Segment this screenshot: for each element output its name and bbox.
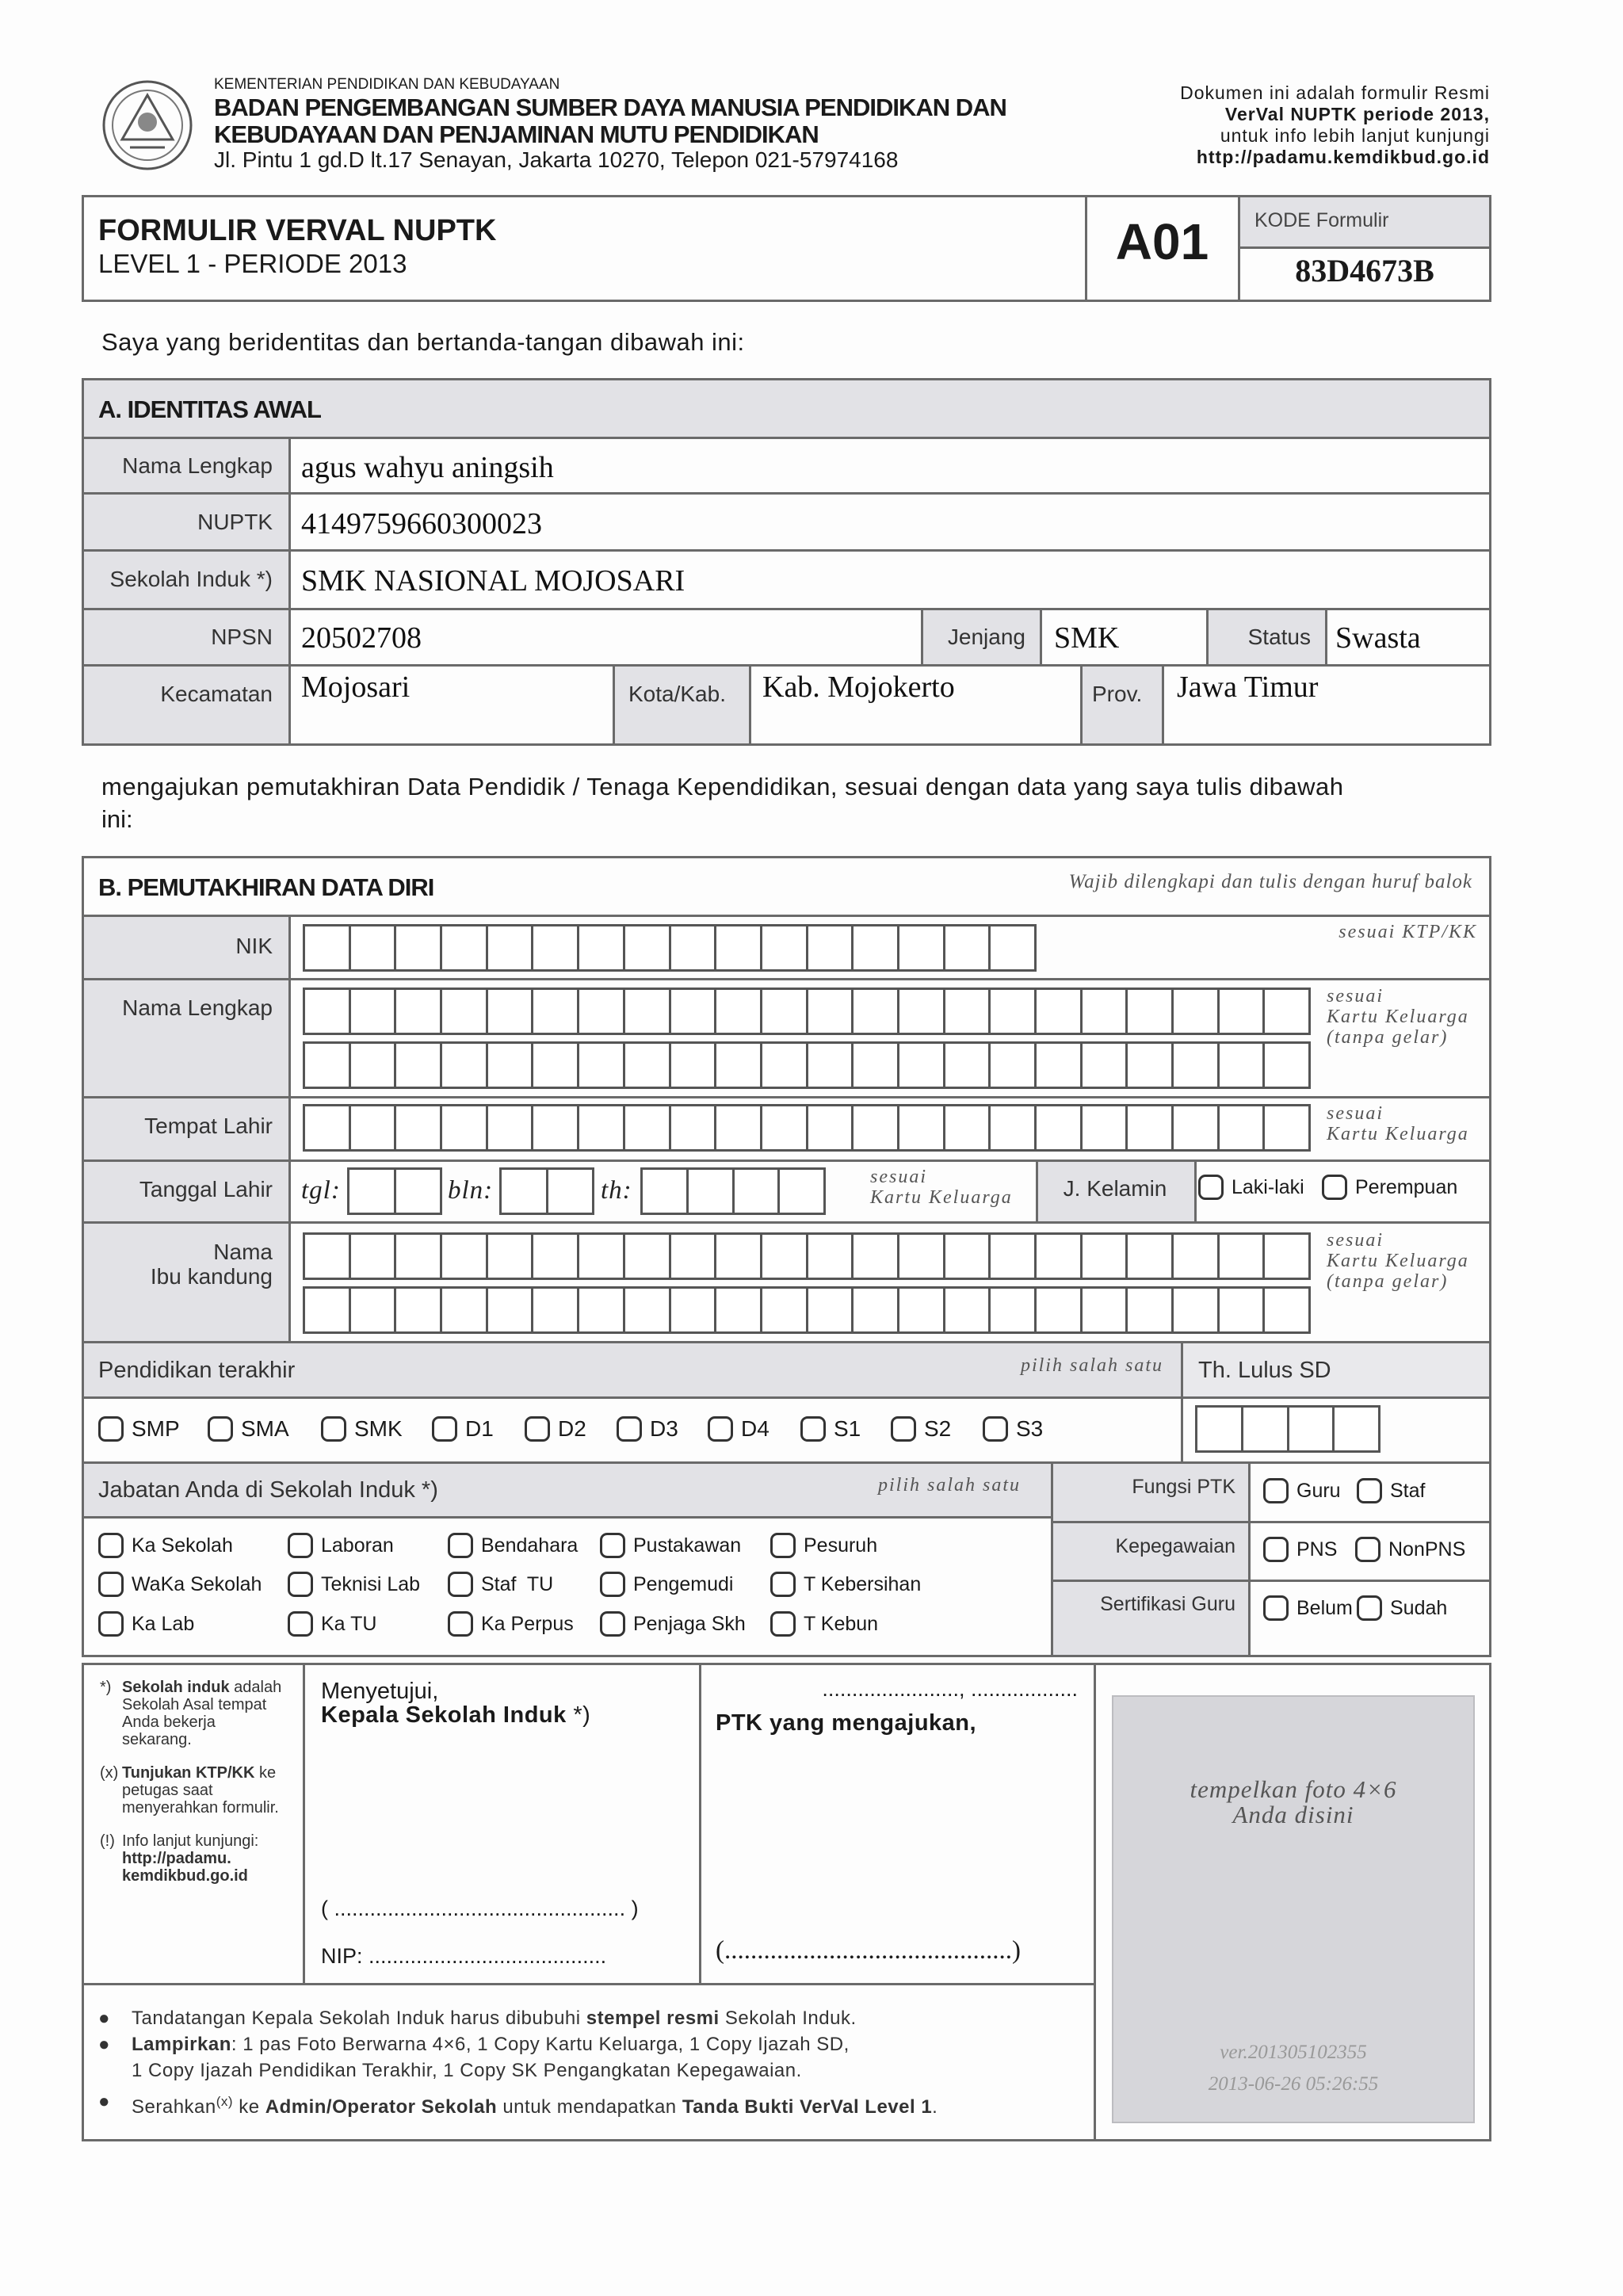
pendidikan-option-d2[interactable] bbox=[525, 1416, 586, 1442]
nonpns-label: NonPNS bbox=[1388, 1538, 1466, 1561]
official-note-line3: untuk info lebih lanjut kunjungi bbox=[1220, 125, 1490, 146]
instruction-1-b: stempel resmi bbox=[586, 2008, 720, 2029]
kecamatan-label: Kecamatan bbox=[160, 682, 273, 706]
kota-label: Kota/Kab. bbox=[628, 682, 726, 706]
nama-input-row1[interactable] bbox=[303, 988, 1311, 1035]
pendidikan-option-d1[interactable] bbox=[432, 1416, 494, 1442]
nik-hint: sesuai KTP/KK bbox=[1338, 922, 1477, 942]
jenjang-value: SMK bbox=[1054, 621, 1120, 655]
nama-hint bbox=[1327, 986, 1469, 1048]
staf-tu-checkbox[interactable] bbox=[448, 1572, 473, 1597]
jabatan-option-pustakawan[interactable] bbox=[600, 1533, 741, 1558]
s2-label: S2 bbox=[924, 1416, 952, 1441]
bln-label: bln: bbox=[448, 1176, 494, 1205]
nama-label: Nama Lengkap bbox=[122, 995, 273, 1020]
pendidikan-option-d4[interactable] bbox=[708, 1416, 769, 1442]
penjaga-skh-checkbox[interactable] bbox=[600, 1611, 625, 1637]
perempuan-checkbox[interactable] bbox=[1322, 1175, 1347, 1200]
ka-sekolah-checkbox[interactable] bbox=[98, 1533, 124, 1558]
t-kebersihan-label: T Kebersihan bbox=[804, 1572, 922, 1595]
tempat-lahir-hint bbox=[1327, 1103, 1469, 1144]
belum-label: Belum bbox=[1296, 1596, 1353, 1619]
nama-hint-line2: Kartu Keluarga bbox=[1327, 1007, 1469, 1027]
photo-hint-line2: Anda disini bbox=[1232, 1801, 1354, 1828]
staf-checkbox[interactable] bbox=[1357, 1478, 1382, 1503]
note-ktp bbox=[100, 1764, 298, 1817]
note2-mark: (x) bbox=[100, 1764, 119, 1782]
note2-d: petugas saat bbox=[122, 1782, 213, 1799]
approve-title: Menyetujui, bbox=[321, 1679, 439, 1704]
approve-signature-line: ( ................................................. ) bbox=[321, 1897, 639, 1920]
form-subtitle: LEVEL 1 - PERIODE 2013 bbox=[98, 249, 407, 278]
ibu-kandung-label bbox=[84, 1240, 273, 1289]
d3-checkbox[interactable] bbox=[617, 1416, 642, 1442]
ministry-logo bbox=[100, 78, 195, 173]
jabatan-option-penjaga-skh[interactable] bbox=[600, 1611, 746, 1637]
staf-tu-label: Staf TU bbox=[481, 1572, 554, 1595]
status-value: Swasta bbox=[1335, 621, 1421, 655]
guru-label: Guru bbox=[1296, 1479, 1341, 1502]
kepegawaian-label: Kepegawaian bbox=[1115, 1535, 1235, 1557]
kota-value: Kab. Mojokerto bbox=[762, 670, 955, 704]
ka-tu-label: Ka TU bbox=[321, 1612, 377, 1635]
ibu-hint-line3: (tanpa gelar) bbox=[1327, 1271, 1449, 1292]
kelamin-laki-option[interactable] bbox=[1198, 1175, 1304, 1200]
tempat-hint-line1: sesuai bbox=[1327, 1103, 1384, 1124]
d2-checkbox[interactable] bbox=[525, 1416, 550, 1442]
instruction-3-c: Admin/Operator Sekolah bbox=[265, 2096, 498, 2118]
instruction-2-b: : 1 pas Foto Berwarna 4×6, 1 Copy Kartu Keluarga, 1 Copy Ijazah SD, bbox=[231, 2034, 850, 2055]
tempat-lahir-input[interactable] bbox=[303, 1104, 1311, 1152]
jenjang-label: Jenjang bbox=[947, 625, 1025, 649]
note1-f: sekarang. bbox=[122, 1731, 192, 1748]
pustakawan-label: Pustakawan bbox=[633, 1534, 742, 1557]
instruction-3-d: untuk mendapatkan bbox=[497, 2096, 682, 2118]
note3-body bbox=[122, 1832, 258, 1885]
fungsi-staf-option[interactable] bbox=[1357, 1478, 1425, 1503]
ibu-hint bbox=[1327, 1230, 1469, 1292]
s1-checkbox[interactable] bbox=[800, 1416, 826, 1442]
pendidikan-option-s2[interactable] bbox=[891, 1416, 951, 1442]
nama-hint-line1: sesuai bbox=[1327, 986, 1384, 1007]
section-b-note: Wajib dilengkapi dan tulis dengan huruf balok bbox=[1068, 871, 1472, 892]
instruction-1-a: Tandatangan Kepala Sekolah Induk harus dibubuhi bbox=[132, 2008, 586, 2029]
kelamin-label: J. Kelamin bbox=[1063, 1176, 1167, 1201]
jabatan-option-laboran[interactable] bbox=[288, 1533, 394, 1558]
bln-input[interactable] bbox=[499, 1167, 594, 1215]
kecamatan-value: Mojosari bbox=[301, 670, 411, 704]
ibu-label-line2: Ibu kandung bbox=[150, 1264, 273, 1289]
sudah-label: Sudah bbox=[1390, 1596, 1448, 1619]
jabatan-option-t-kebun[interactable] bbox=[770, 1611, 878, 1637]
tanggal-hint-line1: sesuai bbox=[870, 1167, 927, 1187]
teknisi-lab-checkbox[interactable] bbox=[288, 1572, 313, 1597]
version-text: ver.201305102355 bbox=[1220, 2042, 1367, 2063]
ibu-input-row1[interactable] bbox=[303, 1232, 1311, 1280]
pendidikan-option-sma[interactable] bbox=[208, 1416, 289, 1442]
official-note bbox=[1180, 82, 1490, 168]
belum-checkbox[interactable] bbox=[1263, 1595, 1289, 1621]
jabatan-option-bendahara[interactable] bbox=[448, 1533, 578, 1558]
teknisi-lab-label: Teknisi Lab bbox=[321, 1572, 421, 1595]
nama-input-row2[interactable] bbox=[303, 1041, 1311, 1089]
section-a-title: A. IDENTITAS AWAL bbox=[98, 395, 321, 423]
waka-sekolah-label: WaKa Sekolah bbox=[132, 1572, 262, 1595]
sma-label: SMA bbox=[241, 1416, 289, 1441]
bendahara-label: Bendahara bbox=[481, 1534, 579, 1557]
photo-hint-line1: tempelkan foto 4×6 bbox=[1190, 1775, 1397, 1803]
note1-e: Anda bekerja bbox=[122, 1713, 216, 1731]
sma-checkbox[interactable] bbox=[208, 1416, 233, 1442]
tanggal-lahir-label: Tanggal Lahir bbox=[139, 1177, 273, 1201]
note1-mark: *) bbox=[100, 1679, 112, 1696]
pendidikan-option-smk[interactable] bbox=[321, 1416, 403, 1442]
jabatan-option-t-kebersihan[interactable] bbox=[770, 1572, 921, 1597]
jabatan-option-pesuruh[interactable] bbox=[770, 1533, 877, 1558]
pengemudi-checkbox[interactable] bbox=[600, 1572, 625, 1597]
d1-label: D1 bbox=[465, 1416, 494, 1441]
d2-label: D2 bbox=[558, 1416, 586, 1441]
ministry-name: KEMENTERIAN PENDIDIKAN DAN KEBUDAYAAN bbox=[214, 76, 560, 93]
sekolah-induk-label: Sekolah Induk *) bbox=[109, 567, 273, 591]
form-code: A01 bbox=[1115, 213, 1209, 270]
approve-role: Kepala Sekolah Induk bbox=[321, 1702, 567, 1728]
pendidikan-option-s1[interactable] bbox=[800, 1416, 861, 1442]
pengemudi-label: Pengemudi bbox=[633, 1572, 734, 1595]
note1-bold: Sekolah induk bbox=[122, 1679, 230, 1696]
note1-d: Sekolah Asal tempat bbox=[122, 1696, 267, 1713]
kode-formulir-value: 83D4673B bbox=[1295, 253, 1434, 288]
instruction-2 bbox=[98, 2031, 1081, 2084]
prov-label: Prov. bbox=[1092, 682, 1143, 706]
tempat-lahir-label: Tempat Lahir bbox=[144, 1114, 273, 1138]
footer-notes bbox=[100, 1679, 298, 1885]
middle-text-line1: mengajukan pemutakhiran Data Pendidik / Tenaga Kependidikan, sesuai dengan data yang saya tulis dibawah bbox=[101, 773, 1344, 800]
ibu-input-row2[interactable] bbox=[303, 1286, 1311, 1334]
ka-lab-label: Ka Lab bbox=[132, 1612, 195, 1635]
instruction-3-body bbox=[132, 2088, 938, 2120]
form-title: FORMULIR VERVAL NUPTK bbox=[98, 214, 497, 247]
instructions bbox=[98, 2005, 1081, 2120]
jabatan-pilih: pilih salah satu bbox=[878, 1475, 1022, 1496]
laboran-label: Laboran bbox=[321, 1534, 394, 1557]
section-b-title: B. PEMUTAKHIRAN DATA DIRI bbox=[98, 873, 434, 901]
smp-checkbox[interactable] bbox=[98, 1416, 124, 1442]
ka-lab-checkbox[interactable] bbox=[98, 1611, 124, 1637]
nama-hint-line3: (tanpa gelar) bbox=[1327, 1027, 1449, 1048]
nama-lengkap-value: agus wahyu aningsih bbox=[301, 451, 554, 484]
smk-checkbox[interactable] bbox=[321, 1416, 346, 1442]
ibu-label-line1: Nama bbox=[213, 1240, 273, 1264]
laki-label: Laki-laki bbox=[1232, 1175, 1304, 1198]
guru-checkbox[interactable] bbox=[1263, 1478, 1289, 1503]
smp-label: SMP bbox=[132, 1416, 180, 1441]
bullet-2-icon: ● bbox=[98, 2034, 110, 2055]
nuptk-label: NUPTK bbox=[197, 510, 273, 534]
official-note-link[interactable]: http://padamu.kemdikbud.go.id bbox=[1196, 147, 1490, 167]
tempat-hint-line2: Kartu Keluarga bbox=[1327, 1124, 1469, 1144]
ptk-label: PTK yang mengajukan, bbox=[716, 1710, 977, 1736]
ibu-hint-line1: sesuai bbox=[1327, 1230, 1384, 1251]
instruction-2-c: 1 Copy Ijazah Pendidikan Terakhir, 1 Copy SK Pengangkatan Kepegawaian. bbox=[132, 2060, 802, 2081]
instruction-3-a: Serahkan bbox=[132, 2096, 216, 2118]
kelamin-perempuan-option[interactable] bbox=[1322, 1175, 1457, 1200]
smk-label: SMK bbox=[354, 1416, 403, 1441]
t-kebersihan-checkbox[interactable] bbox=[770, 1572, 796, 1597]
npsn-value: 20502708 bbox=[301, 621, 422, 655]
ka-perpus-checkbox[interactable] bbox=[448, 1611, 473, 1637]
jabatan-label: Jabatan Anda di Sekolah Induk *) bbox=[98, 1477, 438, 1503]
s3-label: S3 bbox=[1016, 1416, 1044, 1441]
s1-label: S1 bbox=[834, 1416, 861, 1441]
nonpns-checkbox[interactable] bbox=[1355, 1537, 1381, 1562]
approve-kepala-sekolah bbox=[321, 1702, 590, 1729]
instruction-1-body bbox=[132, 2005, 857, 2031]
pendidikan-option-d3[interactable] bbox=[617, 1416, 678, 1442]
s2-checkbox[interactable] bbox=[891, 1416, 916, 1442]
sertifikasi-belum-option[interactable] bbox=[1263, 1595, 1353, 1621]
jabatan-option-waka-sekolah[interactable] bbox=[98, 1572, 262, 1597]
jabatan-option-ka-perpus[interactable] bbox=[448, 1611, 574, 1637]
prov-value: Jawa Timur bbox=[1177, 670, 1319, 704]
status-label: Status bbox=[1247, 625, 1311, 649]
perempuan-label: Perempuan bbox=[1355, 1175, 1458, 1198]
agency-name-line1: BADAN PENGEMBANGAN SUMBER DAYA MANUSIA PENDIDIKAN DAN bbox=[214, 94, 1006, 121]
jabatan-option-ka-sekolah[interactable] bbox=[98, 1533, 233, 1558]
note2-e: menyerahkan formulir. bbox=[122, 1799, 279, 1817]
note3-link-1[interactable]: http://padamu. bbox=[122, 1850, 231, 1867]
npsn-label: NPSN bbox=[211, 625, 273, 649]
tgl-label: tgl: bbox=[301, 1176, 341, 1205]
date-line: ......................., .................. bbox=[822, 1677, 1078, 1701]
bullet-3-icon: ● bbox=[98, 2091, 110, 2112]
penjaga-skh-label: Penjaga Skh bbox=[633, 1612, 746, 1635]
t-kebun-label: T Kebun bbox=[804, 1612, 879, 1635]
staf-label: Staf bbox=[1390, 1479, 1426, 1502]
ka-tu-checkbox[interactable] bbox=[288, 1611, 313, 1637]
timestamp-text: 2013-06-26 05:26:55 bbox=[1208, 2073, 1379, 2095]
s3-checkbox[interactable] bbox=[983, 1416, 1008, 1442]
middle-text-line2: ini: bbox=[101, 805, 133, 833]
instruction-2-body bbox=[132, 2031, 850, 2084]
approve-nip-line: NIP: ........................................ bbox=[321, 1944, 607, 1968]
official-note-line1: Dokumen ini adalah formulir Resmi bbox=[1180, 82, 1490, 103]
kepegawaian-nonpns-option[interactable] bbox=[1355, 1537, 1465, 1562]
ibu-hint-line2: Kartu Keluarga bbox=[1327, 1251, 1469, 1271]
pendidikan-option-s3[interactable] bbox=[983, 1416, 1043, 1442]
note1-c: adalah bbox=[234, 1679, 282, 1696]
th-label: th: bbox=[601, 1176, 632, 1205]
th-input[interactable] bbox=[640, 1167, 826, 1215]
note2-c: ke bbox=[258, 1764, 277, 1782]
bendahara-checkbox[interactable] bbox=[448, 1533, 473, 1558]
jabatan-option-staf-tu[interactable] bbox=[448, 1572, 553, 1597]
note3-b: Info lanjut kunjungi: bbox=[122, 1832, 259, 1850]
sertifikasi-sudah-option[interactable] bbox=[1357, 1595, 1447, 1621]
instruction-1 bbox=[98, 2005, 1081, 2031]
ptk-signature-line: (............................................) bbox=[716, 1936, 1021, 1965]
note3-link-2[interactable]: kemdikbud.go.id bbox=[122, 1867, 248, 1885]
note2-body bbox=[122, 1764, 279, 1817]
laboran-checkbox[interactable] bbox=[288, 1533, 313, 1558]
pendidikan-pilih: pilih salah satu bbox=[1020, 1355, 1163, 1376]
kode-formulir-label: KODE Formulir bbox=[1254, 209, 1389, 231]
d1-checkbox[interactable] bbox=[432, 1416, 457, 1442]
instruction-2-a: Lampirkan bbox=[132, 2034, 231, 2055]
nik-input[interactable] bbox=[303, 924, 1037, 972]
pesuruh-checkbox[interactable] bbox=[770, 1533, 796, 1558]
nik-label: NIK bbox=[235, 934, 273, 958]
pns-label: PNS bbox=[1296, 1538, 1338, 1561]
ka-sekolah-label: Ka Sekolah bbox=[132, 1534, 233, 1557]
ka-perpus-label: Ka Perpus bbox=[481, 1612, 574, 1635]
jabatan-option-teknisi-lab[interactable] bbox=[288, 1572, 420, 1597]
waka-sekolah-checkbox[interactable] bbox=[98, 1572, 124, 1597]
nama-lengkap-label: Nama Lengkap bbox=[122, 453, 273, 478]
fungsi-guru-option[interactable] bbox=[1263, 1478, 1341, 1503]
kepegawaian-pns-option[interactable] bbox=[1263, 1537, 1337, 1562]
instruction-3-b: ke bbox=[233, 2096, 265, 2118]
sertifikasi-label: Sertifikasi Guru bbox=[1100, 1593, 1235, 1615]
jabatan-option-pengemudi[interactable] bbox=[600, 1572, 733, 1597]
instruction-3 bbox=[98, 2088, 1081, 2120]
lulus-sd-input[interactable] bbox=[1195, 1405, 1381, 1453]
pendidikan-option-smp[interactable] bbox=[98, 1416, 180, 1442]
pustakawan-checkbox[interactable] bbox=[600, 1533, 625, 1558]
pesuruh-label: Pesuruh bbox=[804, 1534, 878, 1557]
instruction-1-c: Sekolah Induk. bbox=[719, 2008, 857, 2029]
d3-label: D3 bbox=[650, 1416, 678, 1441]
note1-body bbox=[122, 1679, 281, 1748]
intro-text: Saya yang beridentitas dan bertanda-tangan dibawah ini: bbox=[101, 328, 745, 356]
tgl-input[interactable] bbox=[347, 1167, 442, 1215]
instruction-3-f: . bbox=[932, 2096, 938, 2118]
approve-role-mark: *) bbox=[573, 1702, 591, 1728]
d4-checkbox[interactable] bbox=[708, 1416, 733, 1442]
note2-bold: Tunjukan KTP/KK bbox=[122, 1764, 255, 1782]
jabatan-option-ka-lab[interactable] bbox=[98, 1611, 194, 1637]
nuptk-value: 4149759660300023 bbox=[301, 507, 542, 541]
instruction-3-sup: (x) bbox=[216, 2094, 234, 2109]
d4-label: D4 bbox=[741, 1416, 769, 1441]
jabatan-option-ka-tu[interactable] bbox=[288, 1611, 376, 1637]
sudah-checkbox[interactable] bbox=[1357, 1595, 1382, 1621]
tanggal-hint-line2: Kartu Keluarga bbox=[870, 1187, 1013, 1208]
instruction-3-e: Tanda Bukti VerVal Level 1 bbox=[682, 2096, 933, 2118]
official-note-line2: VerVal NUPTK periode 2013, bbox=[1224, 104, 1490, 124]
lulus-sd-label: Th. Lulus SD bbox=[1198, 1358, 1331, 1383]
sekolah-induk-value: SMK NASIONAL MOJOSARI bbox=[301, 564, 685, 598]
note-sekolah-induk bbox=[100, 1679, 298, 1748]
note-info bbox=[100, 1832, 298, 1885]
tanggal-lahir-hint bbox=[870, 1167, 1013, 1208]
t-kebun-checkbox[interactable] bbox=[770, 1611, 796, 1637]
pendidikan-label: Pendidikan terakhir bbox=[98, 1358, 296, 1383]
agency-address: Jl. Pintu 1 gd.D lt.17 Senayan, Jakarta 10270, Telepon 021-57974168 bbox=[214, 147, 899, 172]
laki-checkbox[interactable] bbox=[1198, 1175, 1224, 1200]
pns-checkbox[interactable] bbox=[1263, 1537, 1289, 1562]
fungsi-ptk-label: Fungsi PTK bbox=[1132, 1476, 1235, 1498]
note3-mark: (!) bbox=[100, 1832, 115, 1850]
bullet-1-icon: ● bbox=[98, 2008, 110, 2029]
agency-name-line2: KEBUDAYAAN DAN PENJAMINAN MUTU PENDIDIKAN bbox=[214, 120, 819, 148]
